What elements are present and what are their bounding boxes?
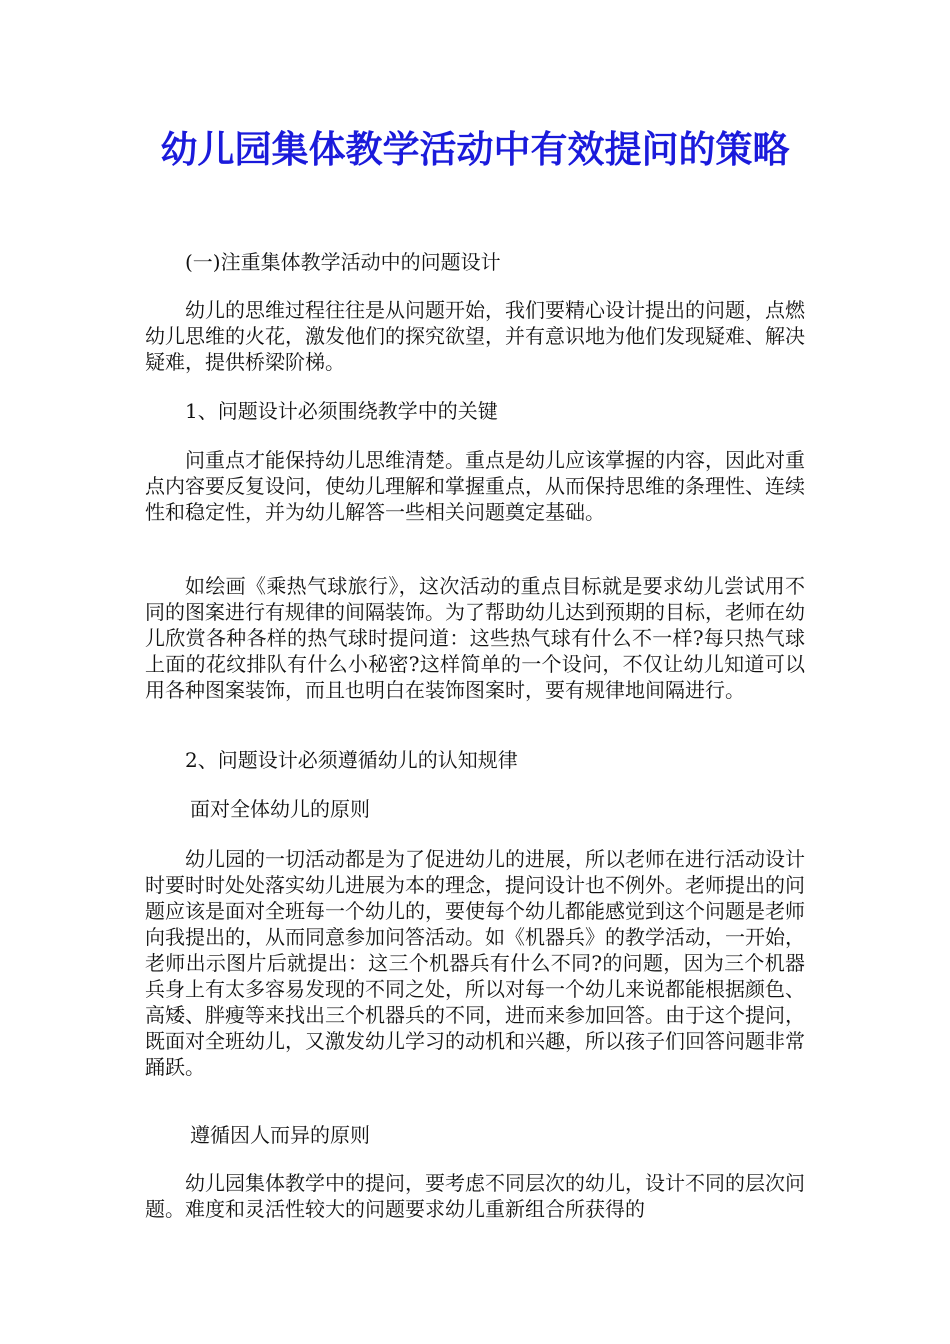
body-paragraph: 幼儿园的一切活动都是为了促进幼儿的进展，所以老师在进行活动设计时要时时处处落实幼儿进展为本的理念，提问设计也不例外。老师提出的问题应该是面对全班每一个幼儿的，要使每个幼儿都能感觉到这个问题是老师向我提出的，从而同意参加问答活动。如《机器兵》的教学活动，一开始，老师出示图片后就提出：这三个机器兵有什么不同?的问题，因为三个机器兵身上有太多容易发现的不同之处，所以对每一个幼儿来说都能根据颜色、高矮、胖瘦等来找出三个机器兵的不同，进而来参加回答。由于这个提问，既面对全班幼儿，又激发幼儿学习的动机和兴趣，所以孩子们回答问题非常踊跃。: [145, 847, 805, 1079]
document-title: 幼儿园集体教学活动中有效提问的策略: [160, 127, 790, 171]
subsection-heading: 1、问题设计必须围绕教学中的关键: [185, 399, 498, 423]
body-paragraph: 幼儿园集体教学中的提问，要考虑不同层次的幼儿，设计不同的层次问题。难度和灵活性较大的问题要求幼儿重新组合所获得的: [145, 1171, 805, 1221]
body-paragraph: 幼儿的思维过程往往是从问题开始，我们要精心设计提出的问题，点燃幼儿思维的火花，激发他们的探究欲望，并有意识地为他们发现疑难、解决疑难，提供桥梁阶梯。: [145, 298, 805, 374]
subsection-heading: 2、问题设计必须遵循幼儿的认知规律: [185, 748, 518, 772]
body-paragraph: 问重点才能保持幼儿思维清楚。重点是幼儿应该掌握的内容，因此对重点内容要反复设问，使幼儿理解和掌握重点，从而保持思维的条理性、连续性和稳定性，并为幼儿解答一些相关问题奠定基础。: [145, 448, 805, 524]
principle-heading: 遵循因人而异的原则: [190, 1123, 370, 1147]
principle-heading: 面对全体幼儿的原则: [190, 797, 370, 821]
body-paragraph: 如绘画《乘热气球旅行》，这次活动的重点目标就是要求幼儿尝试用不同的图案进行有规律的间隔装饰。为了帮助幼儿达到预期的目标，老师在幼儿欣赏各种各样的热气球时提问道：这些热气球有什么不一样?每只热气球上面的花纹排队有什么小秘密?这样简单的一个设问，不仅让幼儿知道可以用各种图案装饰，而且也明白在装饰图案时，要有规律地间隔进行。: [145, 574, 805, 702]
section-heading: (一)注重集体教学活动中的问题设计: [185, 250, 501, 274]
